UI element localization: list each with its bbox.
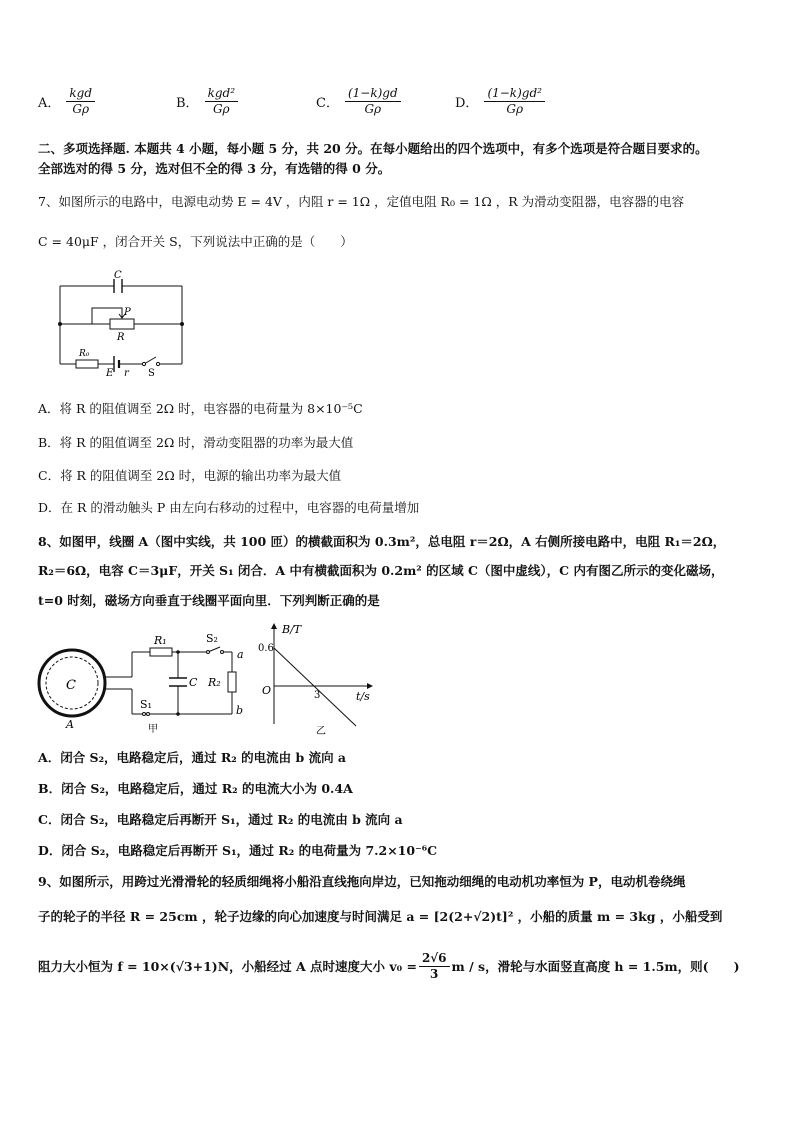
q8-option-b[interactable]: B．闭合 S₂，电路稳定后，通过 R₂ 的电流大小为 0.4A [38,781,353,796]
q8-stem-line3: t=0 时刻，磁场方向垂直于线圈平面向里．下列判断正确的是 [38,593,380,608]
fraction: $\frac{\text{kgd}}{G\rho}$ [66,86,95,117]
q6-option-b[interactable] [176,86,238,117]
q6-option-d[interactable] [455,86,545,117]
q7-option-b[interactable]: B．将 R 的阻值调至 2Ω 时，滑动变阻器的功率为最大值 [38,435,354,450]
label-internal-r: r [124,368,129,379]
q9-stem-line3-part1: 阻力大小恒为 f = 10×(√3+1)N，小船经过 A 点时速度大小 v₀ = [38,958,417,974]
q7-option-a[interactable]: A．将 R 的阻值调至 2Ω 时，电容器的电荷量为 8×10⁻⁵C [38,401,363,416]
caption-yi: 乙 [316,726,326,737]
label-node-b: b [236,704,244,717]
label-slider-p: P [124,307,131,318]
b-t-line [274,648,356,726]
q8-stem-line1: 8、如图甲，线圈 A（图中实线，共 100 匝）的横截面积为 0.3m²，总电阻 r＝2Ω，A 右侧所接电路中，电阻 R₁＝2Ω， [38,534,726,549]
q8-figure-yi [258,622,388,740]
label-coil-a: A [66,718,74,731]
q7-stem-line2: C = 40μF ，闭合开关 S，下列说法中正确的是（ ） [38,234,353,249]
q6-option-c[interactable] [316,86,401,117]
label-r2: R₂ [208,676,221,689]
fraction-v0: $\frac{2√6}{3}$ [419,951,450,982]
label-node-a: a [237,648,244,661]
q7-option-d[interactable]: D．在 R 的滑动触头 P 由左向右移动的过程中，电容器的电荷量增加 [38,500,420,515]
label-rheostat-r: R [117,332,125,343]
label-capacitor: C [114,270,122,281]
q8-option-a[interactable]: A．闭合 S₂，电路稳定后，通过 R₂ 的电流由 b 流向 a [38,750,347,765]
q8-stem-line2: R₂＝6Ω，电容 C＝3μF，开关 S₁ 闭合．A 中有横截面积为 0.2m² 的区域 C（图中虚线），C 内有图乙所示的变化磁场， [38,563,724,578]
q8-option-c[interactable]: C．闭合 S₂，电路稳定后再断开 S₁，通过 R₂ 的电流由 b 流向 a [38,812,403,827]
caption-jia: 甲 [148,724,158,735]
fraction: $\frac{(1-k)gd}{G\rho}$ [345,86,401,117]
tick-3: 3 [314,690,321,701]
label-s2: S₂ [206,632,218,645]
section-2-heading: 二、多项选择题. 本题共 4 小题，每小题 5 分，共 20 分。在每小题给出的四个选项中，有多个选项是符合题目要求的。 [38,141,708,156]
section-2-scoring: 全部选对的得 5 分，选对但不全的得 3 分，有选错的得 0 分。 [38,161,391,176]
q6-option-a[interactable] [38,86,95,117]
tick-0.6: 0.6 [258,643,274,654]
option-label: D． [455,96,479,111]
label-region-c: C [66,678,76,693]
fraction: $\frac{\text{(1−k)gd²}}{G\rho}$ [484,86,545,117]
label-capacitor: C [189,676,198,689]
option-label: B． [176,96,199,111]
option-label: A． [38,96,61,111]
q9-stem-line1: 9、如图所示，用跨过光滑滑轮的轻质细绳将小船沿直线拖向岸边，已知拖动细绳的电动机功率恒为 P，电动机卷绕绳 [38,874,686,889]
label-r0: R₀ [79,349,90,359]
q7-option-c[interactable]: C．将 R 的阻值调至 2Ω 时，电源的输出功率为最大值 [38,468,342,483]
origin-o: O [262,684,272,697]
axis-label-t: t/s [356,690,370,703]
label-s1: S₁ [140,698,152,711]
fraction: $\frac{\text{kgd²}}{G\rho}$ [205,86,238,117]
q9-stem-line2: 子的轮子的半径 R = 25cm ，轮子边缘的向心加速度与时间满足 a = [2(2+√2)t]² ，小船的质量 m = 3kg ，小船受到 [38,909,723,924]
q8-option-d[interactable]: D．闭合 S₂，电路稳定后再断开 S₁，通过 R₂ 的电荷量为 7.2×10⁻⁶C [38,843,438,858]
q7-circuit-diagram [50,268,190,380]
q8-figure-jia [36,628,256,738]
option-label: C． [316,96,339,111]
q7-stem-line1: 7、如图所示的电路中，电源电动势 E = 4V ，内阻 r = 1Ω ，定值电阻 R₀ = 1Ω ，R 为滑动变阻器，电容器的电容 [38,194,685,209]
q9-stem-line3-part2: m / s，滑轮与水面竖直高度 h = 1.5m，则( ) [451,958,740,974]
q9-stem-line3 [38,951,739,982]
axis-label-b: B/T [282,623,302,636]
label-r1: R₁ [154,634,167,647]
label-switch-s: S [148,368,155,379]
label-emf-e: E [106,368,114,379]
